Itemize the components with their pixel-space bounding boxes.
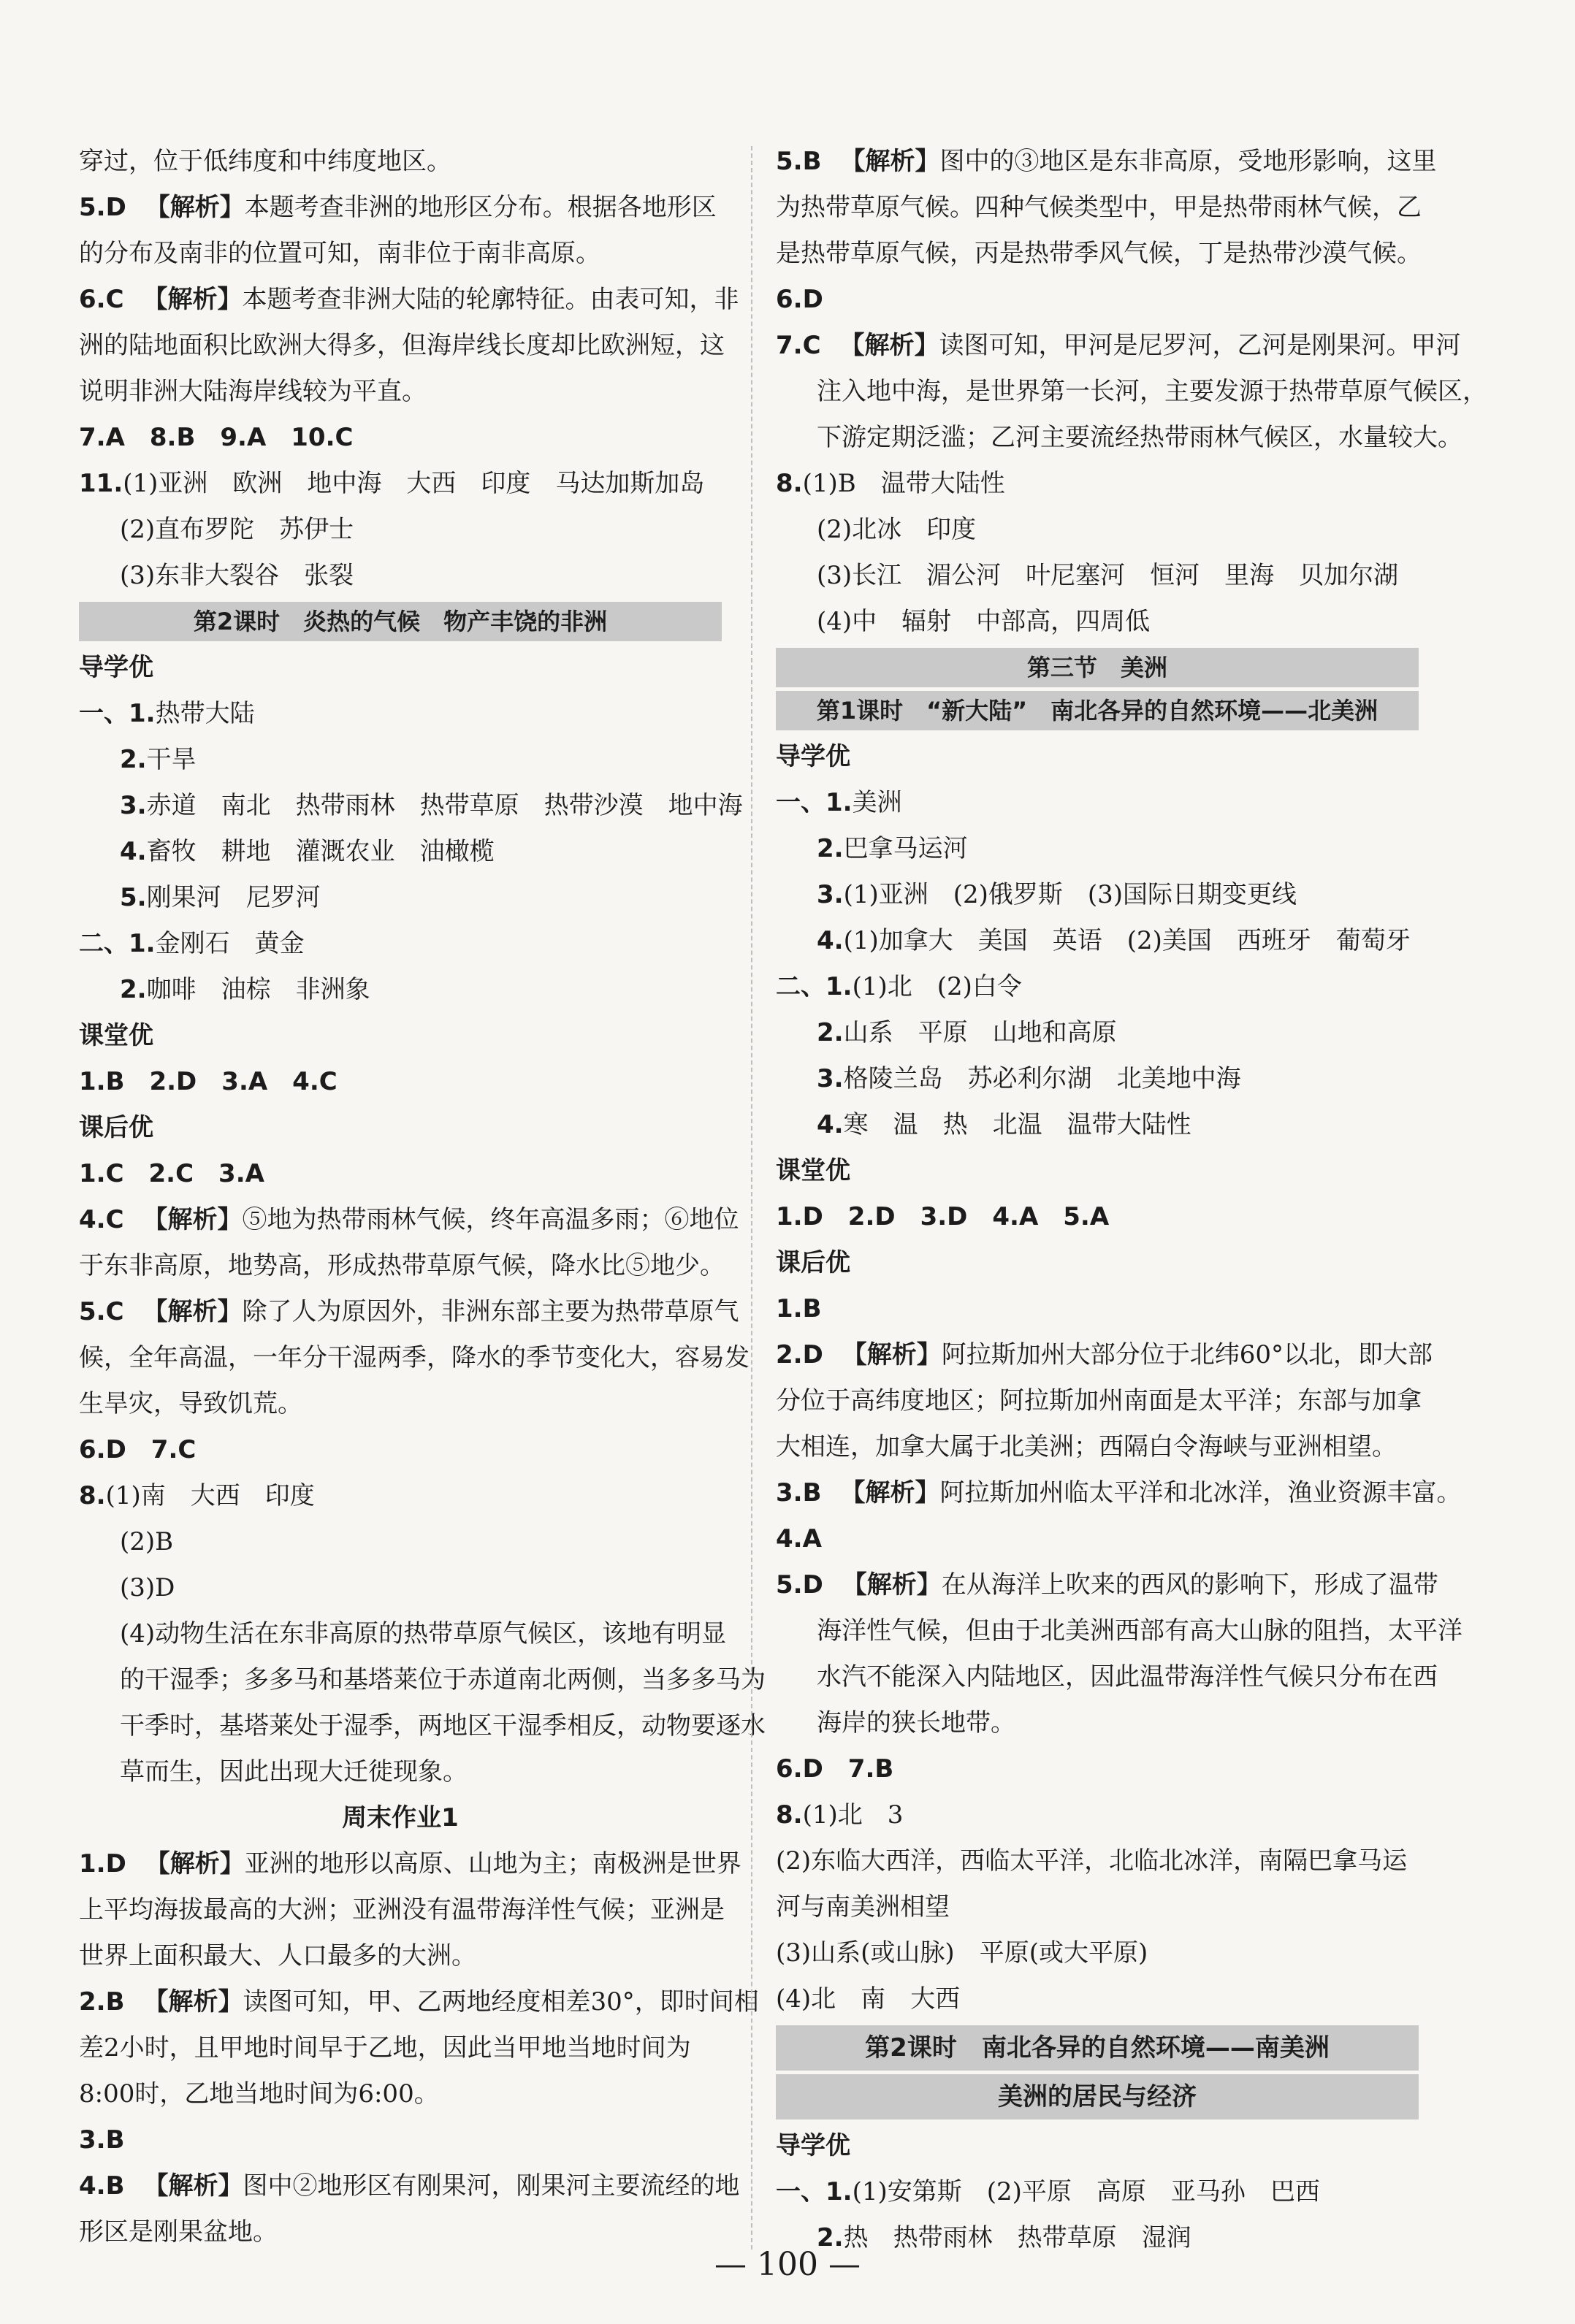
sub-answer — [79, 1657, 766, 1703]
answer-text: 热带大陆 — [155, 699, 255, 728]
question-number: 2.B — [79, 1987, 125, 2017]
answer-item — [79, 1289, 739, 1335]
section-heading: 课堂优 — [79, 1021, 153, 1050]
answer-line: 6.D 7.B — [776, 1754, 894, 1784]
question-number: 4.C — [79, 1205, 124, 1234]
section-heading: 导学优 — [776, 2131, 850, 2160]
text-line: 洲的陆地面积比欧洲大得多，但海岸线长度却比欧洲短，这 — [79, 331, 725, 360]
question-number: 4. — [120, 837, 147, 866]
answer-text: (3)东非大裂谷 张裂 — [120, 561, 354, 590]
answer-item — [79, 1979, 759, 2025]
answer-text: 热 热带雨林 热带草原 湿润 — [843, 2223, 1191, 2252]
text-line: 分位于高纬度地区；阿拉斯加州南面是太平洋；东部与加拿 — [776, 1386, 1422, 1415]
question-number: 4.B — [79, 2171, 125, 2201]
answer-text: (1)安第斯 (2)平原 高原 亚马孙 巴西 — [852, 2177, 1320, 2206]
answer-text: (3)D — [120, 1573, 175, 1602]
answer-text: 读图可知，甲河是尼罗河，乙河是刚果河。甲河 — [939, 331, 1461, 360]
question-number: 7.C — [776, 331, 821, 360]
analysis-tag: 【解析】 — [145, 1849, 245, 1878]
answer-item — [79, 185, 722, 231]
question-number: 2. — [120, 745, 147, 774]
text-line: 大相连，加拿大属于北美洲；西隔白令海峡与亚洲相望。 — [776, 1432, 1397, 1461]
sub-answer — [776, 1700, 1419, 1746]
question-number: 5.B — [776, 147, 822, 176]
answer-item — [776, 1470, 1462, 1516]
answer-text: 咖啡 油棕 非洲象 — [146, 975, 370, 1004]
analysis-tag: 【解析】 — [839, 331, 939, 360]
answer-text: 的干湿季；多多马和基塔莱位于赤道南北两侧，当多多马为 — [120, 1665, 766, 1694]
sub-answer — [776, 1608, 1462, 1654]
answer-item — [79, 1197, 739, 1243]
right-column — [776, 139, 1487, 2261]
answer-line: 7.A 8.B 9.A 10.C — [79, 423, 354, 452]
question-number: 2. — [817, 1018, 844, 1047]
question-number: 二、1. — [79, 929, 156, 958]
sub-answer — [776, 553, 1419, 599]
answer-text: 下游定期泛滥；乙河主要流经热带雨林气候区，水量较大。 — [817, 423, 1462, 452]
lesson-title-band: 第2课时 南北各异的自然环境——南美洲 — [776, 2025, 1419, 2071]
answer-text: 亚洲的地形以高原、山地为主；南极洲是世界 — [244, 1849, 741, 1878]
answer-line: 1.D 2.D 3.D 4.A 5.A — [776, 1202, 1110, 1231]
answer-text: (1)亚洲 (2)俄罗斯 (3)国际日期变更线 — [843, 880, 1297, 909]
question-number: 8. — [776, 469, 803, 498]
sub-answer — [79, 967, 722, 1013]
answer-text: 注入地中海，是世界第一长河，主要发源于热带草原气候区， — [817, 377, 1487, 406]
answer-text: 寒 温 热 北温 温带大陆性 — [843, 1110, 1191, 1139]
answer-line: 4.A — [776, 1524, 822, 1553]
text-line: 说明非洲大陆海岸线较为平直。 — [79, 377, 427, 406]
text-line: (4)北 南 大西 — [776, 1984, 961, 2014]
answer-line: 1.C 2.C 3.A — [79, 1159, 264, 1188]
sub-answer — [776, 1654, 1438, 1700]
sub-answer — [79, 1749, 722, 1795]
answer-text: 本题考查非洲大陆的轮廓特征。由表可知，非 — [242, 285, 739, 314]
sub-answer — [79, 829, 722, 875]
question-number: 一、1. — [79, 699, 156, 728]
analysis-tag: 【解析】 — [842, 1570, 942, 1599]
question-number: 8. — [776, 1800, 803, 1830]
answer-line: 3.B — [79, 2125, 125, 2155]
answer-text: 阿拉斯加州临太平洋和北冰洋，渔业资源丰富。 — [939, 1478, 1462, 1507]
text-line: 生旱灾，导致饥荒。 — [79, 1389, 302, 1418]
answer-text: ⑤地为热带雨林气候，终年高温多雨；⑥地位 — [242, 1205, 739, 1234]
lesson-title-band: 第三节 美洲 — [776, 648, 1419, 687]
question-number: 二、1. — [776, 972, 853, 1001]
question-number: 1.D — [79, 1849, 126, 1878]
lesson-title-band: 第1课时 “新大陆” 南北各异的自然环境——北美洲 — [776, 691, 1419, 730]
answer-text: 赤道 南北 热带雨林 热带草原 热带沙漠 地中海 — [146, 791, 743, 820]
question-number: 5.D — [776, 1570, 823, 1599]
answer-text: 刚果河 尼罗河 — [146, 883, 321, 912]
question-number: 4. — [817, 1110, 844, 1139]
answer-item — [776, 1562, 1438, 1608]
answer-text: 读图可知，甲、乙两地经度相差30°，即时间相 — [243, 1987, 759, 2017]
answer-text: 在从海洋上吹来的西风的影响下，形成了温带 — [941, 1570, 1438, 1599]
sub-answer — [776, 599, 1419, 645]
answer-text: 本题考查非洲的地形区分布。根据各地形区 — [244, 193, 717, 222]
question-number: 5.C — [79, 1297, 124, 1326]
question-number: 2. — [120, 975, 147, 1004]
answer-text: 除了人为原因外，非洲东部主要为热带草原气 — [242, 1297, 739, 1326]
question-number: 3. — [817, 880, 844, 909]
answer-item — [79, 921, 722, 967]
answer-item — [776, 323, 1461, 369]
section-heading: 课后优 — [79, 1113, 153, 1142]
question-number: 5. — [120, 883, 147, 912]
answer-text: (2)北冰 印度 — [817, 515, 977, 544]
lesson-title-band: 美洲的居民与经济 — [776, 2074, 1419, 2119]
question-number: 5.D — [79, 193, 126, 222]
text-line: 8:00时，乙地当地时间为6:00。 — [79, 2079, 439, 2109]
question-number: 2. — [817, 2223, 844, 2252]
sub-answer — [776, 1010, 1419, 1056]
answer-text: 干旱 — [146, 745, 197, 774]
answer-text: 美洲 — [852, 788, 902, 817]
weekend-homework-heading: 周末作业1 — [342, 1803, 459, 1832]
text-line: 候，全年高温，一年分干湿两季，降水的季节变化大，容易发 — [79, 1343, 750, 1372]
question-number: 2. — [817, 834, 844, 863]
answer-item — [776, 139, 1437, 185]
question-number: 一、1. — [776, 2177, 853, 2206]
sub-answer — [79, 1565, 722, 1611]
analysis-tag: 【解析】 — [142, 1297, 243, 1326]
answer-text: 畜牧 耕地 灌溉农业 油橄榄 — [146, 837, 495, 866]
analysis-tag: 【解析】 — [142, 1205, 243, 1234]
answer-text: (1)南 大西 印度 — [105, 1481, 315, 1510]
answer-item — [776, 461, 1419, 507]
text-line: 世界上面积最大、人口最多的大洲。 — [79, 1941, 476, 1971]
sub-answer — [776, 918, 1419, 964]
answer-text: (2)直布罗陀 苏伊士 — [120, 515, 354, 544]
answer-text: (1)北 3 — [802, 1800, 904, 1830]
answer-item — [776, 964, 1419, 1010]
question-number: 6.C — [79, 285, 124, 314]
answer-text: 格陵兰岛 苏必利尔湖 北美地中海 — [843, 1064, 1241, 1093]
answer-text: (2)B — [120, 1527, 174, 1556]
answer-item — [79, 1841, 741, 1887]
text-line: 穿过，位于低纬度和中纬度地区。 — [79, 147, 451, 176]
answer-item — [79, 461, 722, 507]
sub-answer — [79, 737, 722, 783]
answer-line: 6.D — [776, 285, 823, 314]
sub-answer — [776, 507, 1419, 553]
text-line: 为热带草原气候。四种气候类型中，甲是热带雨林气候，乙 — [776, 193, 1422, 222]
sub-answer — [79, 1611, 727, 1657]
answer-line: 1.B 2.D 3.A 4.C — [79, 1067, 338, 1096]
answer-text: 图中的③地区是东非高原，受地形影响，这里 — [939, 147, 1437, 176]
answer-item — [79, 691, 722, 737]
section-heading: 导学优 — [79, 653, 153, 682]
answer-text: 水汽不能深入内陆地区，因此温带海洋性气候只分布在西 — [817, 1662, 1438, 1692]
text-line: 于东非高原，地势高，形成热带草原气候，降水比⑤地少。 — [79, 1251, 725, 1280]
sub-answer — [79, 507, 722, 553]
answer-item — [79, 2163, 740, 2209]
text-line: (3)山系(或山脉) 平原(或大平原) — [776, 1938, 1148, 1968]
analysis-tag: 【解析】 — [840, 147, 940, 176]
answer-text: (4)中 辐射 中部高，四周低 — [817, 607, 1151, 636]
question-number: 3. — [817, 1064, 844, 1093]
sub-answer — [79, 875, 722, 921]
lesson-title-band: 第2课时 炎热的气候 物产丰饶的非洲 — [79, 602, 722, 641]
answer-text: 山系 平原 山地和高原 — [843, 1018, 1117, 1047]
section-heading: 课堂优 — [776, 1156, 850, 1185]
answer-item — [776, 1332, 1433, 1378]
sub-answer — [776, 1102, 1419, 1148]
answer-item — [79, 277, 739, 323]
text-line: 上平均海拔最高的大洲；亚洲没有温带海洋性气候；亚洲是 — [79, 1895, 725, 1924]
question-number: 2.D — [776, 1340, 823, 1369]
page-number: — 100 — — [714, 2246, 861, 2283]
sub-answer — [79, 553, 722, 599]
answer-item — [776, 780, 1419, 826]
question-number: 3. — [120, 791, 147, 820]
sub-answer — [776, 826, 1419, 872]
answer-text: (1)北 (2)白令 — [852, 972, 1022, 1001]
sub-answer — [776, 415, 1462, 461]
answer-line: 1.B — [776, 1294, 822, 1323]
answer-text: (1)加拿大 美国 英语 (2)美国 西班牙 葡萄牙 — [843, 926, 1411, 955]
section-heading: 导学优 — [776, 742, 850, 771]
sub-answer — [79, 1519, 722, 1565]
answer-item — [79, 1473, 722, 1519]
answer-text: (1)B 温带大陆性 — [802, 469, 1005, 498]
answer-text: 阿拉斯加州大部分位于北纬60°以北，即大部 — [941, 1340, 1433, 1369]
column-divider — [751, 146, 752, 2250]
sub-answer — [776, 872, 1419, 918]
answer-text: (4)动物生活在东非高原的热带草原气候区，该地有明显 — [120, 1619, 727, 1648]
sub-answer — [79, 783, 743, 829]
answer-text: 巴拿马运河 — [843, 834, 968, 863]
text-line: (2)东临大西洋，西临太平洋，北临北冰洋，南隔巴拿马运 — [776, 1846, 1408, 1876]
answer-item — [776, 1792, 1419, 1838]
analysis-tag: 【解析】 — [840, 1478, 940, 1507]
question-number: 一、1. — [776, 788, 853, 817]
analysis-tag: 【解析】 — [145, 193, 245, 222]
answer-text: 金刚石 黄金 — [155, 929, 305, 958]
section-heading: 课后优 — [776, 1248, 850, 1277]
answer-line: 6.D 7.C — [79, 1435, 197, 1464]
analysis-tag: 【解析】 — [143, 1987, 243, 2017]
question-number: 3.B — [776, 1478, 822, 1507]
analysis-tag: 【解析】 — [842, 1340, 942, 1369]
answer-text: 干季时，基塔莱处于湿季，两地区干湿季相反，动物要逐水 — [120, 1711, 766, 1740]
question-number: 4. — [817, 926, 844, 955]
text-line: 差2小时，且甲地时间早于乙地，因此当甲地当地时间为 — [79, 2033, 691, 2063]
answer-text: (1)亚洲 欧洲 地中海 大西 印度 马达加斯加岛 — [123, 469, 705, 498]
analysis-tag: 【解析】 — [143, 2171, 243, 2201]
text-line: 河与南美洲相望 — [776, 1892, 950, 1922]
sub-answer — [776, 369, 1487, 415]
text-line: 形区是刚果盆地。 — [79, 2217, 278, 2247]
sub-answer — [776, 1056, 1419, 1102]
question-number: 8. — [79, 1481, 106, 1510]
left-column — [79, 139, 766, 2255]
answer-text: (3)长江 湄公河 叶尼塞河 恒河 里海 贝加尔湖 — [817, 561, 1399, 590]
answer-item — [776, 2169, 1419, 2215]
answer-text: 海岸的狭长地带。 — [817, 1708, 1015, 1738]
analysis-tag: 【解析】 — [142, 285, 243, 314]
answer-text: 图中②地形区有刚果河，刚果河主要流经的地 — [243, 2171, 740, 2201]
question-number: 11. — [79, 469, 123, 498]
answer-text: 草而生，因此出现大迁徙现象。 — [120, 1757, 468, 1786]
answer-text: 海洋性气候，但由于北美洲西部有高大山脉的阻挡，太平洋 — [817, 1616, 1462, 1645]
text-line: 的分布及南非的位置可知，南非位于南非高原。 — [79, 239, 600, 268]
text-line: 是热带草原气候，丙是热带季风气候，丁是热带沙漠气候。 — [776, 239, 1422, 268]
sub-answer — [79, 1703, 766, 1749]
